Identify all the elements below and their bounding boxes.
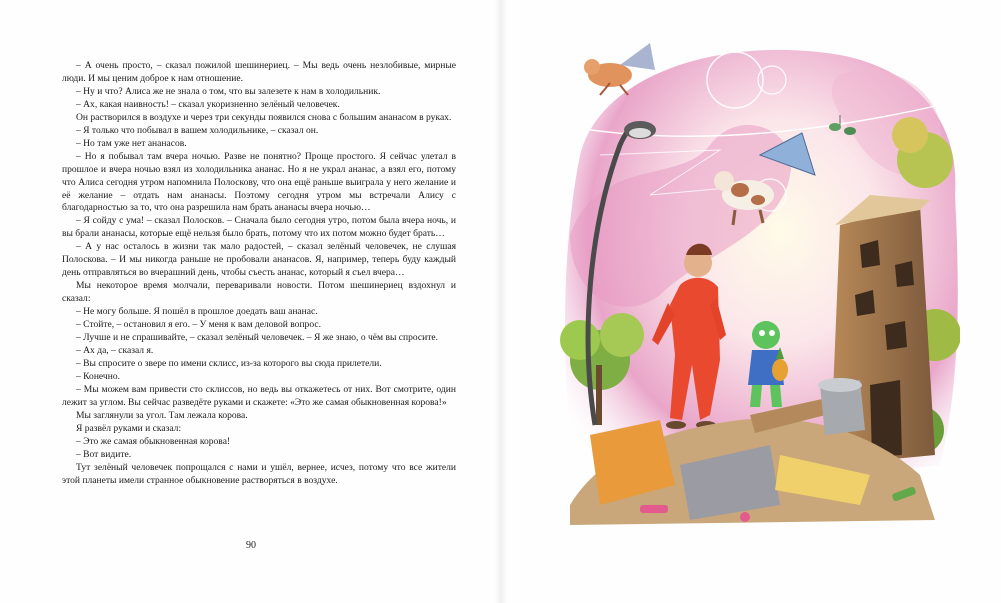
paragraph: – Я сойду с ума! – сказал Полосков. – Сначала было сегодня утро, потом была вчера ночь, и вы брали ананасы, которые ещё нельзя было брать, потому что их потом можно будет брать… [62, 215, 456, 240]
paragraph: Мы заглянули за угол. Там лежала корова. [76, 409, 248, 421]
paragraph: – Конечно. [76, 370, 121, 382]
text-column [62, 60, 456, 487]
paragraph: – Но я побывал там вчера ночью. Разве не понятно? Проще простого. Я сейчас улетал в прошлое и вчера ночью взял из холодильника ананас. Но я не украл ананас, а взял его, потому что Алиса сегодня утром напомнила Полоскову, что она ещё раньше выиграла у него желание и её желание – отдать нам ананасы. Поэтому сегодня утром мы встречали Алису с благодарностью за то, что она разрешила нам брать ананасы вчера ночью… [62, 150, 456, 214]
paragraph: – Стойте, – остановил я его. – У меня к вам деловой вопрос. [76, 319, 321, 331]
paragraph: – Вы спросите о звере по имени склисс, из-за которого вы сюда прилетели. [76, 357, 382, 369]
paragraph: – Лучше и не спрашивайте, – сказал зелёный человечек. – Я же знаю, о чём вы спросите. [76, 332, 439, 344]
paragraph: – Мы можем вам привести сто склиссов, но ведь вы откажетесь от них. Вот смотрите, один лежит за углом. Вы сейчас разведёте руками и скажете: «Это же самая обыкновенная корова!» [62, 383, 456, 408]
paragraph: – Вот видите. [76, 448, 132, 460]
paragraph: Я развёл руками и сказал: [76, 422, 182, 434]
pineapple [772, 359, 788, 381]
paragraph: – Ну и что? Алиса же не знала о том, что вы залезете к нам в холодильник. [76, 85, 381, 97]
paragraph: Мы некоторое время молчали, переваривали новости. Потом шешинериец вздохнул и сказал: [62, 280, 456, 305]
paragraph: – Не могу больше. Я пошёл в прошлое доедать ваш ананас. [76, 306, 318, 318]
paragraph: – А очень просто, – сказал пожилой шешинериец. – Мы ведь очень незлобивые, мирные люди. И мы ценим доброе к нам отношение. [62, 60, 456, 84]
illustration [540, 35, 960, 540]
sneaker [844, 127, 856, 135]
page-number: 90 [246, 540, 256, 551]
paragraph: – Ах да, – сказал я. [76, 344, 154, 356]
paragraph: – Это же самая обыкновенная корова! [76, 435, 231, 447]
sneaker [829, 123, 841, 131]
paragraph: – А у нас осталось в жизни так мало радостей, – сказал зелёный человечек, не слушая Полоскова. – И мы никогда раньше не пробовали ананасов. Я, например, теперь буду каждый день отправляться во вчерашний день, чтобы съесть ананас, который я съел вчера… [62, 241, 456, 279]
paragraph: Тут зелёный человечек попрощался с нами и ушёл, вернее, исчез, потому что все жители этой планеты имели странное обыкновение растворяться в воздухе. [62, 461, 456, 486]
book-spine [494, 0, 508, 603]
paragraph: – Но там уже нет ананасов. [76, 137, 187, 149]
paragraph: – Ах, какая наивность! – сказал укоризненно зелёный человечек. [76, 98, 340, 110]
paragraph: – Я только что побывал в вашем холодильнике, – сказал он. [76, 124, 319, 136]
paragraph: Он растворился в воздухе и через три секунды появился снова с большим ананасом в руках. [76, 111, 452, 123]
